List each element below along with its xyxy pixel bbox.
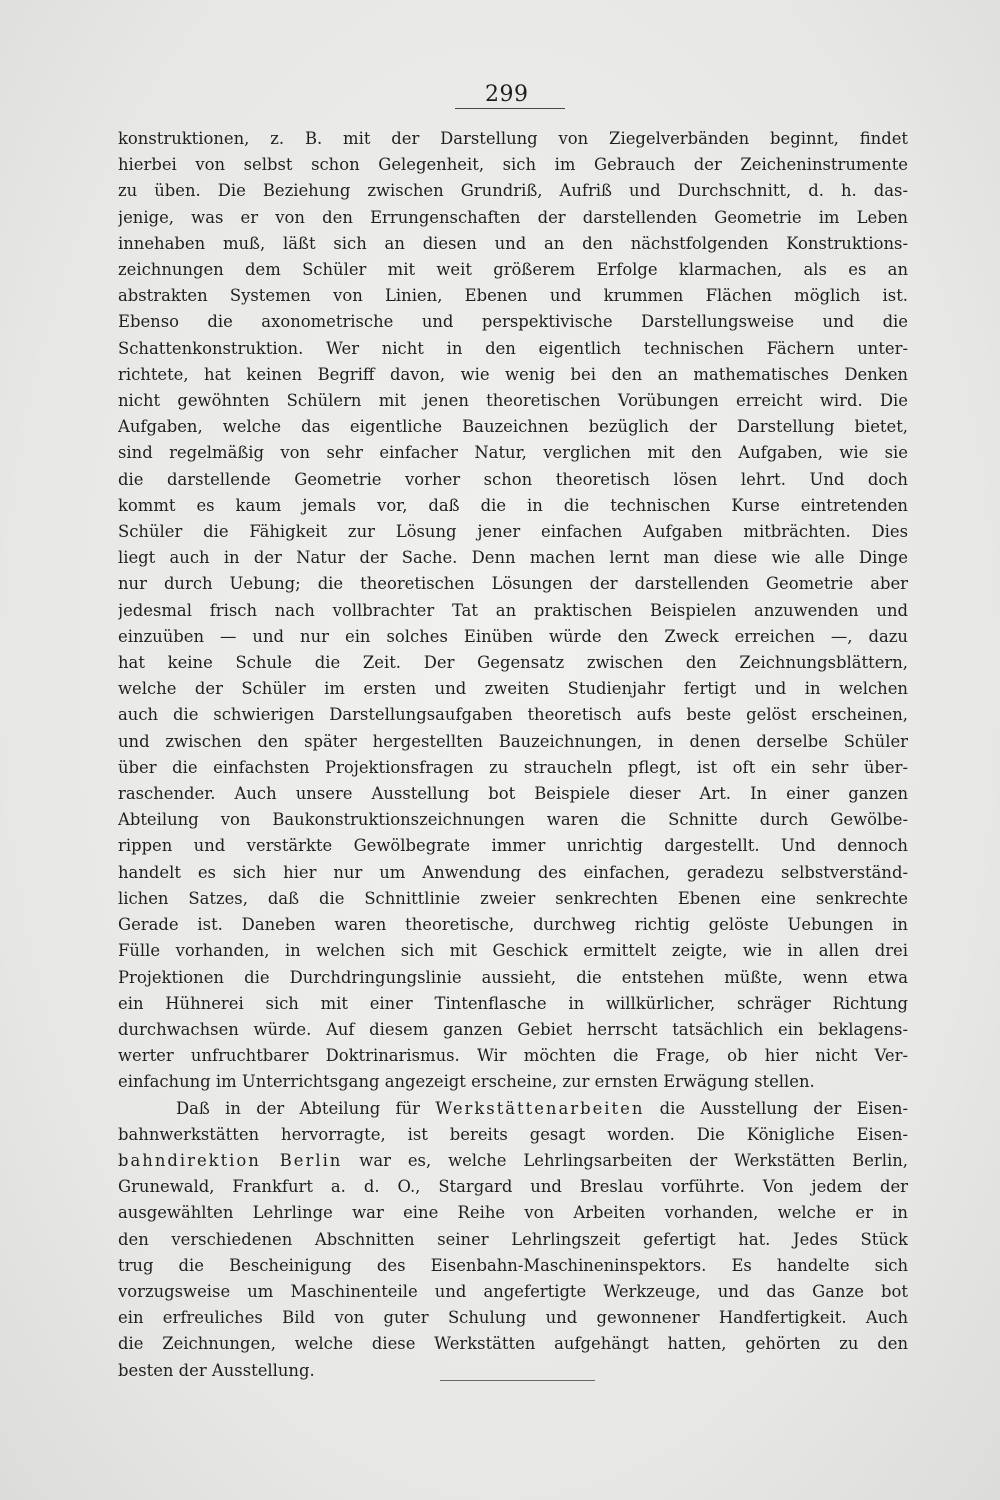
- text-line: jedesmal frisch nach vollbrachter Tat an praktischen Beispielen anzuwenden und: [118, 600, 908, 620]
- text-line: [118, 1096, 908, 1122]
- emphasized-term: bahndirektion Berlin: [118, 1150, 343, 1170]
- text-line: liegt auch in der Natur der Sache. Denn machen lernt man diese wie alle Dinge: [118, 548, 908, 568]
- text-line: die Zeichnungen, welche diese Werkstätten aufgehängt hatten, gehörten zu den: [118, 1334, 908, 1354]
- text-line: raschender. Auch unsere Ausstellung bot Beispiele dieser Art. In einer ganzen: [118, 784, 908, 804]
- text-line: trug die Bescheinigung des Eisenbahn-Maschineninspektors. Es handelte sich: [118, 1255, 908, 1275]
- text-line: jenige, was er von den Errungenschaften der darstellenden Geometrie im Leben: [118, 207, 908, 227]
- text-line: Gerade ist. Daneben waren theoretische, durchweg richtig gelöste Uebungen in: [118, 915, 908, 935]
- text-line: die darstellende Geometrie vorher schon theoretisch lösen lehrt. Und doch: [118, 469, 908, 489]
- text-line: welche der Schüler im ersten und zweiten Studienjahr fertigt und in welchen: [118, 679, 908, 699]
- text-line: Schattenkonstruktion. Wer nicht in den eigentlich technischen Fächern unter-: [118, 338, 908, 358]
- text-line: kommt es kaum jemals vor, daß die in die technischen Kurse eintretenden: [118, 495, 908, 515]
- text-line: zu üben. Die Beziehung zwischen Grundriß, Aufriß und Durchschnitt, d. h. das-: [118, 181, 908, 201]
- text-line: Abteilung von Baukonstruktionszeichnungen waren die Schnitte durch Gewölbe-: [118, 810, 908, 830]
- end-rule: [440, 1380, 595, 1381]
- text-segment: war es, welche Lehrlingsarbeiten der Werkstätten Berlin,: [342, 1150, 908, 1170]
- text-line: Grunewald, Frankfurt a. d. O., Stargard und Breslau vorführte. Von jedem der: [118, 1177, 908, 1197]
- text-line: Ebenso die axonometrische und perspektivische Darstellungsweise und die: [118, 312, 908, 332]
- text-line: zeichnungen dem Schüler mit weit größerem Erfolge klarmachen, als es an: [118, 260, 908, 280]
- text-line: über die einfachsten Projektionsfragen zu straucheln pflegt, ist oft ein sehr über-: [118, 757, 908, 777]
- text-line: durchwachsen würde. Auf diesem ganzen Gebiet herrscht tatsächlich ein beklagens-: [118, 1019, 908, 1039]
- text-line: lichen Satzes, daß die Schnittlinie zweier senkrechten Ebenen eine senkrechte: [118, 888, 908, 908]
- text-line: konstruktionen, z. B. mit der Darstellung von Ziegelverbänden beginnt, findet: [118, 129, 908, 148]
- text-line: ausgewählten Lehrlinge war eine Reihe von Arbeiten vorhanden, welche er in: [118, 1203, 908, 1223]
- text-line: sind regelmäßig von sehr einfacher Natur, verglichen mit den Aufgaben, wie sie: [118, 443, 908, 463]
- text-line: Fülle vorhanden, in welchen sich mit Geschick ermittelt zeigte, wie in allen drei: [118, 941, 908, 961]
- text-line: den verschiedenen Abschnitten seiner Lehrlingszeit gefertigt hat. Jedes Stück: [118, 1229, 908, 1249]
- text-line: hierbei von selbst schon Gelegenheit, sich im Gebrauch der Zeicheninstrumente: [118, 155, 908, 175]
- text-line: Aufgaben, welche das eigentliche Bauzeichnen bezüglich der Darstellung bietet,: [118, 417, 908, 437]
- text-segment: Daß in der Abteilung für: [176, 1098, 436, 1118]
- text-line: ein Hühnerei sich mit einer Tintenflasche in willkürlicher, schräger Richtung: [118, 993, 908, 1013]
- page-header: [455, 82, 565, 114]
- text-line: vorzugsweise um Maschinenteile und angefertigte Werkzeuge, und das Ganze bot: [118, 1281, 908, 1301]
- text-line: auch die schwierigen Darstellungsaufgaben theoretisch aufs beste gelöst erscheinen,: [118, 705, 908, 725]
- text-line: handelt es sich hier nur um Anwendung des einfachen, geradezu selbstverständ-: [118, 862, 908, 882]
- emphasized-term: Werkstättenarbeiten: [435, 1098, 645, 1118]
- text-segment: die Ausstellung der Eisen-: [644, 1098, 908, 1118]
- text-line: ein erfreuliches Bild von guter Schulung und gewonnener Handfertigkeit. Auch: [118, 1308, 908, 1328]
- body-text: [118, 126, 908, 1384]
- text-line: Projektionen die Durchdringungslinie aussieht, die entstehen müßte, wenn etwa: [118, 967, 908, 987]
- text-line: einzuüben — und nur ein solches Einüben würde den Zweck erreichen —, dazu: [118, 626, 908, 646]
- text-line: [118, 1148, 908, 1174]
- text-line: und zwischen den später hergestellten Bauzeichnungen, in denen derselbe Schüler: [118, 731, 908, 751]
- text-line: bahnwerkstätten hervorragte, ist bereits gesagt worden. Die Königliche Eisen-: [118, 1124, 908, 1144]
- text-line: innehaben muß, läßt sich an diesen und an den nächstfolgenden Konstruktions-: [118, 233, 908, 253]
- page-number: 299: [485, 82, 529, 107]
- text-line: richtete, hat keinen Begriff davon, wie wenig bei den an mathematisches Denken: [118, 364, 908, 384]
- text-line: einfachung im Unterrichtsgang angezeigt erscheine, zur ernsten Erwägung stellen.: [118, 1072, 815, 1092]
- text-line: besten der Ausstellung.: [118, 1360, 315, 1380]
- text-line: werter unfruchtbarer Doktrinarismus. Wir möchten die Frage, ob hier nicht Ver-: [118, 1046, 908, 1066]
- text-line: abstrakten Systemen von Linien, Ebenen und krummen Flächen möglich ist.: [118, 286, 908, 306]
- text-line: hat keine Schule die Zeit. Der Gegensatz zwischen den Zeichnungsblättern,: [118, 653, 908, 673]
- text-line: rippen und verstärkte Gewölbegrate immer unrichtig dargestellt. Und dennoch: [118, 836, 908, 856]
- text-line: nur durch Uebung; die theoretischen Lösungen der darstellenden Geometrie aber: [118, 574, 908, 594]
- header-rule: [455, 108, 565, 109]
- text-line: nicht gewöhnten Schülern mit jenen theoretischen Vorübungen erreicht wird. Die: [118, 391, 908, 411]
- text-line: Schüler die Fähigkeit zur Lösung jener einfachen Aufgaben mitbrächten. Dies: [118, 522, 908, 542]
